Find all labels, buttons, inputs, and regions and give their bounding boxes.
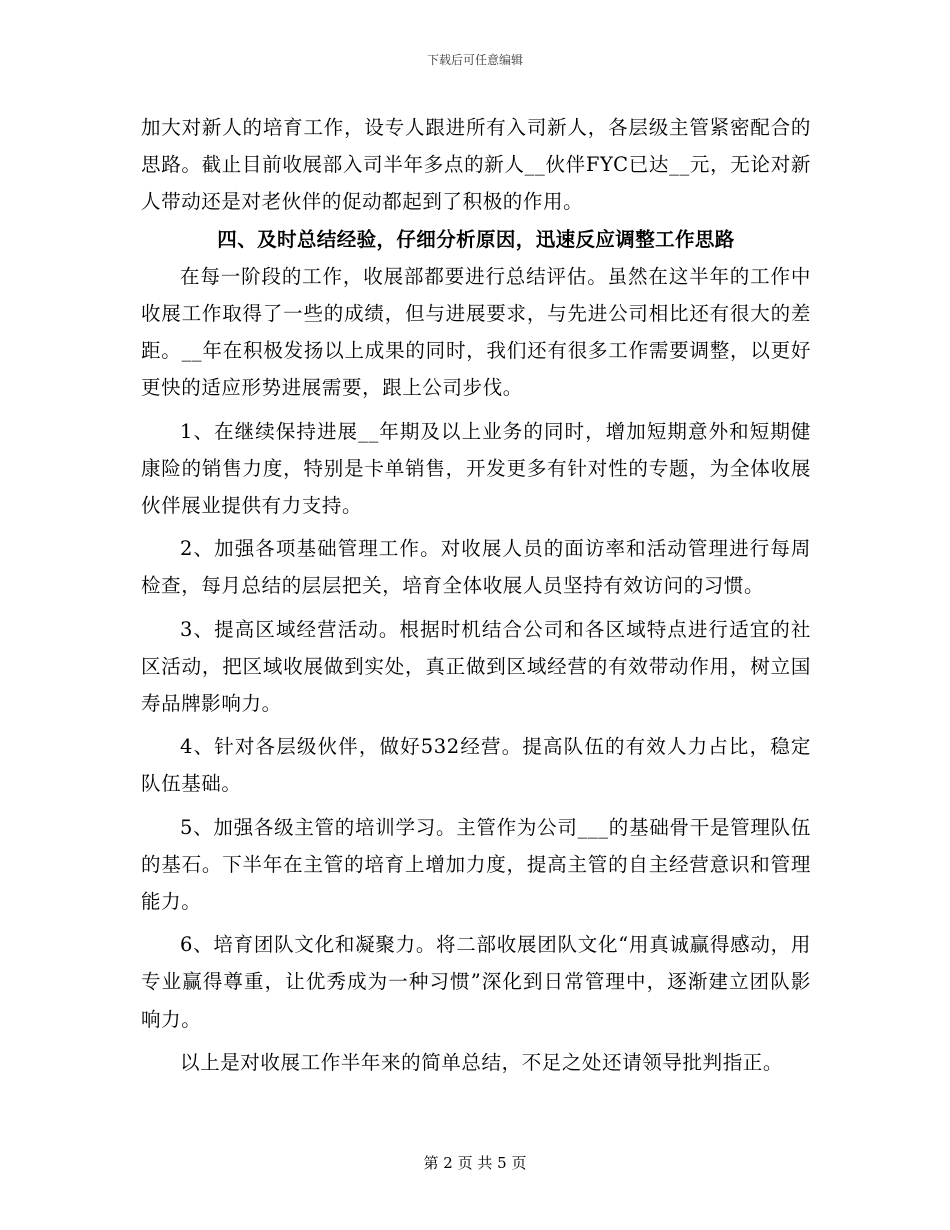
paragraph-continuation: 加大对新人的培育工作，设专人跟进所有入司新人，各层级主管紧密配合的思路。截止目前收展部入司半年多点的新人__伙伴FYC已达__元，无论对新人带动还是对老伙伴的促动都起到了积极的作用。 <box>141 116 811 214</box>
list-item-4: 4、针对各层级伙伴，做好532经营。提高队伍的有效人力占比，稳定队伍基础。 <box>141 735 811 796</box>
list-item-6: 6、培育团队文化和凝聚力。将二部收展团队文化“用真诚赢得感动，用专业赢得尊重，让优秀成为一种习惯”深化到日常管理中，逐渐建立团队影响力。 <box>141 933 811 1031</box>
document-body <box>141 109 811 1081</box>
page-header: 下载后可任意编辑 <box>426 53 523 67</box>
list-item-2: 2、加强各项基础管理工作。对收展人员的面访率和活动管理进行每周检查，每月总结的层层把关，培育全体收展人员坚持有效访问的习惯。 <box>141 537 811 598</box>
section-heading: 四、及时总结经验，仔细分析原因，迅速反应调整工作思路 <box>217 227 735 251</box>
paragraph-conclusion: 以上是对收展工作半年来的简单总结，不足之处还请领导批判指正。 <box>180 1050 784 1074</box>
list-item-5: 5、加强各级主管的培训学习。主管作为公司___的基础骨干是管理队伍的基石。下半年在主管的培育上增加力度，提高主管的自主经营意识和管理能力。 <box>141 815 811 914</box>
list-item-3: 3、提高区域经营活动。根据时机结合公司和各区域特点进行适宜的社区活动，把区域收展做到实处，真正做到区域经营的有效带动作用，树立国寿品牌影响力。 <box>141 617 811 716</box>
page-footer: 第 2 页 共 5 页 <box>423 1154 527 1172</box>
list-item-1: 1、在继续保持进展__年期及以上业务的同时，增加短期意外和短期健康险的销售力度，特别是卡单销售，开发更多有针对性的专题，为全体收展伙伴展业提供有力支持。 <box>141 419 811 518</box>
paragraph-intro: 在每一阶段的工作，收展部都要进行总结评估。虽然在这半年的工作中收展工作取得了一些的成绩，但与进展要求，与先进公司相比还有很大的差距。__年在积极发扬以上成果的同时，我们还有很多工作需要调整，以更好更快的适应形势进展需要，跟上公司步伐。 <box>141 264 811 400</box>
